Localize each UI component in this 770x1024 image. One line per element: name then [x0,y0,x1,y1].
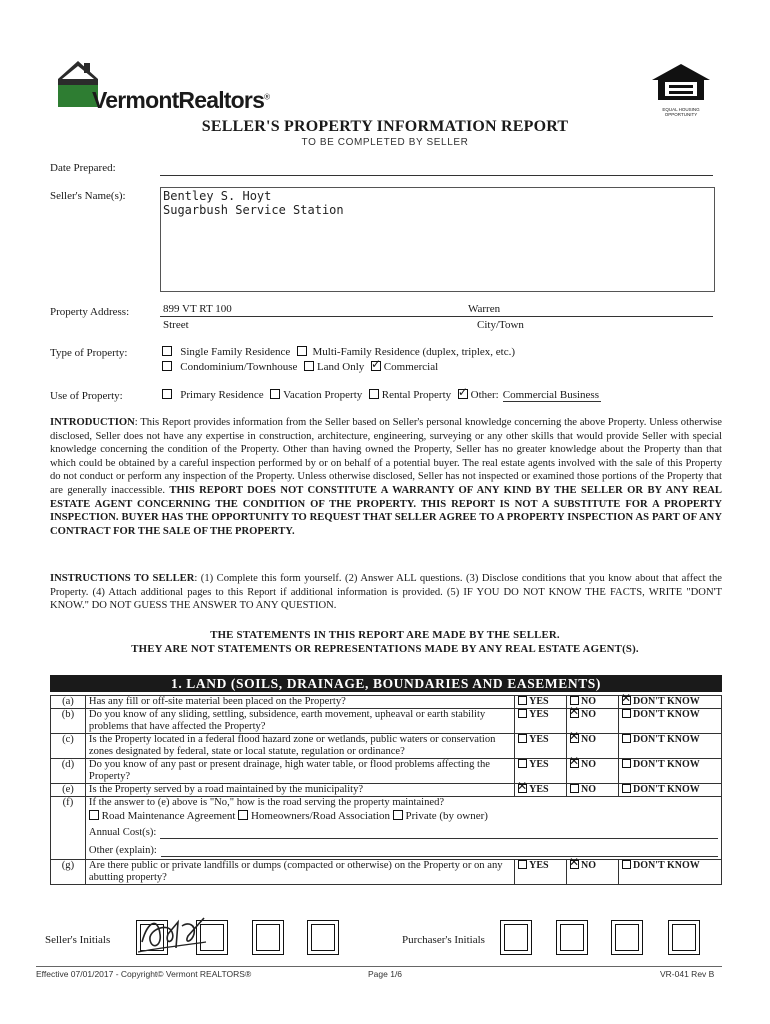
type-single-family-checkbox[interactable] [162,346,172,356]
type-commercial-label: Commercial [383,361,439,373]
question-text: Do you know of any past or present drainage, high water table, or flood problems affecting the Property? [85,759,514,784]
annual-cost-field[interactable] [160,828,718,839]
use-other-label: Other: [470,389,499,401]
table-row [51,784,722,797]
question-text: Is the Property located in a federal flood hazard zone or wetlands, public waters or conservation zones designated by federal, state or local statute, regulation or ordinance? [85,734,514,759]
yes-label: YES [529,784,549,795]
no-label: NO [581,759,597,770]
instructions-paragraph [50,572,722,613]
property-address-label: Property Address: [50,306,130,318]
brand-name: VermontRealtors [92,87,265,113]
question-id: (e) [51,784,86,797]
q-g-dk-checkbox[interactable] [622,860,631,869]
no-label: NO [581,709,597,720]
type-land-only-checkbox[interactable] [304,361,314,371]
seller-initial-box-4[interactable] [307,920,339,955]
statements-line1: THE STATEMENTS IN THIS REPORT ARE MADE BY THE SELLER. [210,629,560,641]
seller-initial-box-3[interactable] [252,920,284,955]
q-b-dk-checkbox[interactable] [622,709,631,718]
purchaser-initial-box-1[interactable] [500,920,532,955]
dk-label: DON'T KNOW [633,784,700,795]
introduction-body: : This Report provides information from the Seller based on Seller's personal knowledge concerning the above Property. Unless otherwise disclosed, Seller does not have any expertise in construction, architecture, engineering, surveying or any other skills that would provide Seller with special knowledge concerning the condition of the Property. Other than having owned the Property, Seller has no greater knowledge about the Property than that which could be obtained by a careful inspection performed by or on behalf of a potential buyer. The real estate agents involved with the sale of this Property do not conduct or perform any inspection of the Property. Unless otherwise disclosed, Seller has not inspected or examined those portions of the Property that are generally inaccessible. [50,417,722,496]
use-rental-label: Rental Property [381,389,452,401]
property-address-field[interactable] [160,316,713,317]
instructions-body: : (1) Complete this form yourself. (2) Answer ALL questions. (3) Disclose conditions that you know about that affect the Property. (4) Attach additional pages to this Report if additional information is provided. (5) IF YOU DO NOT KNOW THE FACTS, WRITE "DON'T KNOW." DO NOT GUESS THE ANSWER TO ANY QUESTION. [50,573,723,612]
type-single-family-label: Single Family Residence [180,346,291,358]
city-value: Warren [468,303,501,315]
street-caption: Street [163,319,189,331]
use-primary-residence-label: Primary Residence [180,389,264,401]
use-other-value[interactable]: Commercial Business [502,389,599,401]
yes-label: YES [529,734,549,745]
use-of-property-label: Use of Property: [50,390,123,402]
purchaser-initial-box-3[interactable] [611,920,643,955]
introduction-warning: THIS REPORT DOES NOT CONSTITUTE A WARRANTY OF ANY KIND BY THE SELLER OR BY ANY REAL ESTATE AGENT CONCERNING THE CONDITION OF THE PROPERTY. THIS REPORT IS NOT A SUBSTITUTE FOR A PROPERTY INSPECTION. BUYER HAS THE OPPORTUNITY TO REQUEST THAT SELLER AGREE TO A PROPERTY INSPECTION AS PART OF ANY CONTRACT FOR THE SALE OF THE PROPERTY. [50,484,722,537]
answer-yes-cell [515,696,567,709]
question-id: (d) [51,759,86,784]
no-label: NO [581,696,597,707]
road-private-checkbox[interactable] [393,810,403,820]
type-commercial-checkbox[interactable] [371,361,381,371]
use-vacation-checkbox[interactable] [270,389,280,399]
q-e-yes-checkbox[interactable] [518,784,527,793]
statements-line2: THEY ARE NOT STATEMENTS OR REPRESENTATIONS MADE BY ANY REAL ESTATE AGENT(S). [131,643,639,655]
eho-line2: OPPORTUNITY [664,112,698,117]
question-f-cell [85,797,721,860]
dk-label: DON'T KNOW [633,709,700,720]
answer-dk-cell [619,759,722,784]
question-id: (f) [51,797,86,860]
use-vacation-label: Vacation Property [283,389,363,401]
q-g-no-checkbox[interactable] [570,860,579,869]
table-row [51,860,722,885]
question-id: (b) [51,709,86,734]
date-prepared-field[interactable] [160,175,713,176]
city-caption: City/Town [477,319,524,331]
road-private-label: Private (by owner) [405,810,488,822]
answer-yes-cell [515,860,567,885]
purchaser-initials-label: Purchaser's Initials [402,934,485,946]
other-explain-label: Other (explain): [88,845,157,856]
yes-label: YES [529,860,549,871]
answer-yes-cell [515,784,567,797]
answer-dk-cell [619,860,722,885]
table-row [51,709,722,734]
footer-page-number: Page 1/6 [368,969,403,979]
seller-name-line2: Sugarbush Service Station [163,203,344,217]
table-row [51,759,722,784]
answer-yes-cell [515,709,567,734]
section1-header: 1. LAND (SOILS, DRAINAGE, BOUNDARIES AND EASEMENTS) [50,675,722,692]
road-association-label: Homeowners/Road Association [250,810,390,822]
dk-label: DON'T KNOW [633,759,700,770]
type-of-property-row1 [162,346,519,358]
q-c-yes-checkbox[interactable] [518,734,527,743]
registered-mark: ® [264,92,270,102]
q-d-dk-checkbox[interactable] [622,759,631,768]
question-id: (a) [51,696,86,709]
footer-divider [36,966,722,967]
answer-yes-cell [515,734,567,759]
q-a-yes-checkbox[interactable] [518,696,527,705]
table-row [51,797,722,860]
question-id: (g) [51,860,86,885]
type-of-property-row2 [162,361,442,373]
page-subtitle: TO BE COMPLETED BY SELLER [301,137,469,148]
type-multi-family-checkbox[interactable] [297,346,307,356]
type-land-only-label: Land Only [316,361,365,373]
road-agreement-label: Road Maintenance Agreement [101,810,236,822]
question-text: Has any fill or off-site material been placed on the Property? [85,696,514,709]
type-of-property-label: Type of Property: [50,347,128,359]
type-condo-label: Condominium/Townhouse [180,361,298,373]
q-c-dk-checkbox[interactable] [622,734,631,743]
answer-dk-cell [619,734,722,759]
yes-label: YES [529,696,549,707]
use-of-property-row [162,389,601,401]
vermont-realtors-logo [54,57,270,113]
no-label: NO [581,784,597,795]
use-other-checkbox[interactable] [458,389,468,399]
answer-no-cell [567,759,619,784]
page-title: SELLER'S PROPERTY INFORMATION REPORT [201,118,569,135]
introduction-heading: INTRODUCTION [50,417,135,428]
dk-label: DON'T KNOW [633,696,700,707]
road-association-checkbox[interactable] [238,810,248,820]
question-text: Is the Property served by a road maintained by the municipality? [85,784,514,797]
equal-housing-logo [650,62,712,117]
use-rental-checkbox[interactable] [369,389,379,399]
q-c-no-checkbox[interactable] [570,734,579,743]
date-prepared-label: Date Prepared: [50,162,116,174]
question-text: Do you know of any sliding, settling, subsidence, earth movement, upheaval or earth stability problems that have affected the Property? [85,709,514,734]
type-condo-checkbox[interactable] [162,361,172,371]
road-agreement-checkbox[interactable] [89,810,99,820]
instructions-heading: INSTRUCTIONS TO SELLER [50,573,195,584]
yes-label: YES [529,709,549,720]
table-row [51,734,722,759]
q-d-yes-checkbox[interactable] [518,759,527,768]
purchaser-initial-box-4[interactable] [668,920,700,955]
other-explain-field[interactable] [161,846,718,857]
no-label: NO [581,734,597,745]
equal-housing-icon [650,62,712,102]
answer-no-cell [567,784,619,797]
no-label: NO [581,860,597,871]
q-e-no-checkbox[interactable] [570,784,579,793]
street-value: 899 VT RT 100 [163,303,232,315]
seller-name-label: Seller's Name(s): [50,190,126,202]
purchaser-initial-box-2[interactable] [556,920,588,955]
answer-dk-cell [619,696,722,709]
dk-label: DON'T KNOW [633,734,700,745]
introduction-paragraph [50,416,722,538]
q-d-no-checkbox[interactable] [570,759,579,768]
table-row [51,696,722,709]
footer-form-id: VR-041 Rev B [660,969,715,979]
footer-copyright: Effective 07/01/2017 - Copyright© Vermont REALTORS® [36,969,252,979]
q-e-dk-checkbox[interactable] [622,784,631,793]
question-text: Are there public or private landfills or dumps (compacted or otherwise) on the Property or on any abutting property? [85,860,514,885]
use-primary-residence-checkbox[interactable] [162,389,172,399]
seller-initials-signature [138,912,208,956]
yes-label: YES [529,759,549,770]
road-maintenance-options [89,810,718,822]
q-b-yes-checkbox[interactable] [518,709,527,718]
annual-cost-label: Annual Cost(s): [88,827,157,838]
seller-name-field[interactable] [160,187,715,292]
dk-label: DON'T KNOW [633,860,700,871]
q-b-no-checkbox[interactable] [570,709,579,718]
answer-dk-cell [619,709,722,734]
question-text: If the answer to (e) above is "No," how is the road serving the property maintained? [88,797,445,808]
q-g-yes-checkbox[interactable] [518,860,527,869]
q-a-dk-checkbox[interactable] [622,696,631,705]
seller-name-line1: Bentley S. Hoyt [163,189,272,203]
eho-line1: EQUAL HOUSING [662,107,700,112]
seller-initials-label: Seller's Initials [45,934,111,946]
type-multi-family-label: Multi-Family Residence (duplex, triplex, etc.) [312,346,516,358]
answer-no-cell [567,860,619,885]
question-id: (c) [51,734,86,759]
section1-table [50,695,722,885]
answer-dk-cell [619,784,722,797]
